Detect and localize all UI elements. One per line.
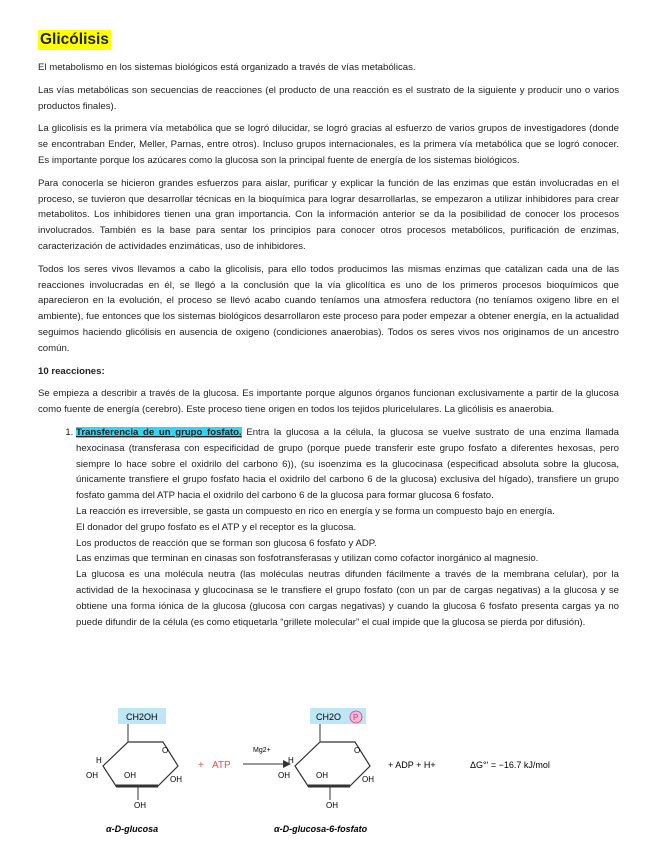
catalyst-label: Mg2+ xyxy=(253,747,271,754)
paragraph: La glicolisis es la primera vía metabólica que se logró dilucidar, se logró gracias al esfuerzo de varios grupos de investigadores (donde se encontraban Ender, Meller, Parnas, entre otros). Incluso grupos internacionales, es la primera vía metabólica que se logró conocer. Es importante porque los azúcares como la glucosa son la principal fuente de energía de los sistemas biológicos. xyxy=(38,123,619,166)
paragraph: Todos los seres vivos llevamos a cabo la glicolisis, para ello todos producimos las mismas enzimas que catalizan cada una de las reacciones involucradas en él, se llegó a la conclusión que la vía glicolítica es uno de los primeros procesos bioquímicos que aparecieron en la evolución, el proceso se llevó acabo cuando teníamos una atmosfera reductora (no teníamos oxigeno libre en el ambiente), fue entonces que los sistemas biológicos desarrollaron este proceso para poder empezar a obtener energía, en la actualidad seguimos haciendo glicólisis en ausencia de oxigeno (condiciones anaerobias). Todos os seres vivos nos originamos de un ancestro común. xyxy=(38,263,619,354)
plus-sign: + xyxy=(198,760,204,771)
oh-label: OH xyxy=(134,801,146,810)
step-highlight: Transferencia de un grupo fosfato. xyxy=(76,426,242,438)
paragraph: Las vías metabólicas son secuencias de reacciones (el producto de una reacción es el sustrato de la siguiente y producir uno o varios productos finales). xyxy=(38,84,619,112)
atp-label: ATP xyxy=(212,760,231,771)
list-item xyxy=(76,425,619,630)
document-page xyxy=(38,30,619,630)
oh-label: OH xyxy=(362,775,374,784)
oh-label: OH xyxy=(316,771,328,780)
ring-oxygen: O xyxy=(162,746,169,755)
step-line: La reacción es irreversible, se gasta un compuesto en rico en energía y se forma un compuesto bajo en energía. xyxy=(76,505,555,517)
step-line: La glucosa es una molécula neutra (las moléculas neutras difunden fácilmente a través de la membrana celular), por la actividad de la hexocinasa y glucocinasa se le transfiere el grupo fosfato (con un par de cargas negativas) a la glucosa y se obtiene una forma iónica de la glucosa (glucosa con cargas negativas) y cuando la glucosa 6 fosfato presenta cargas ya no puede difundir de la célula (es como etiquetarla “grillete molecular” el cual impide que la glucosa se pierda por difusión). xyxy=(76,569,619,628)
step-line: El donador del grupo fosfato es el ATP y el receptor es la glucosa. xyxy=(76,521,357,533)
step-line: Las enzimas que terminan en cinasas son fosfotransferasas y utilizan como cofactor inorgánico al magnesio. xyxy=(76,553,539,565)
reaction-steps-list xyxy=(38,425,619,630)
product-label: α-D-glucosa-6-fosfato xyxy=(274,824,368,834)
phosphate-label: P xyxy=(353,713,359,722)
oh-label: OH xyxy=(326,801,338,810)
ring-oxygen: O xyxy=(354,746,361,755)
step-line: Los productos de reacción que se forman son glucosa 6 fosfato y ADP. xyxy=(76,537,377,549)
h-label: H xyxy=(96,756,102,765)
paragraph: El metabolismo en los sistemas biológicos está organizado a través de vías metabólicas. xyxy=(38,62,416,73)
reactions-intro: Se empieza a describir a través de la glucosa. Es importante porque algunos órganos funcionan exclusivamente a partir de la glucosa como fuente de energía (cerebro). Este proceso tiene origen en todos los tejidos pluricelulares. La glicólisis es anaerobia. xyxy=(38,388,619,416)
delta-g-label: ΔG°' = −16.7 kJ/mol xyxy=(470,760,550,770)
paragraph: Para conocerla se hicieron grandes esfuerzos para aislar, purificar y explicar la función de las enzimas que están involucradas en el proceso, se tuvieron que desarrollar técnicas en la bioquímica para lograr desarrollarlas, se empezaron a utilizar inhibidores para crear metabolitos. Los inhibidores tienen una gran importancia. Con la información anterior se da la posibilidad de conocer los procesos involucrados. También es la base para sentar los principios para conocer otros procesos metabólicos, purificación de enzimas, caracterización de actividades enzimáticas, uso de inhibidores. xyxy=(38,177,619,252)
page-title: Glicólisis xyxy=(40,31,109,48)
oh-label: OH xyxy=(124,771,136,780)
h-label: H xyxy=(288,756,294,765)
product-group-label: CH2O xyxy=(316,712,342,722)
reaction-figure xyxy=(78,708,578,838)
substrate-label: α-D-glucosa xyxy=(106,824,159,834)
substrate-group-label: CH2OH xyxy=(126,712,158,722)
oh-label: OH xyxy=(170,775,182,784)
step-text: Entra la glucosa a la célula, la glucosa se vuelve sustrato de una enzima llamada hexocinasa (transferasa con especificidad de grupo (porque puede transferir este grupo fosfato a diferentes hexosas, pero siempre lo hace sobre el oxidrilo del carbono 6)), (su isoenzima es la glucocinasa (especificad absoluta sobre la glucosa, únicamente transfiere el grupo fosfato hacia el oxidrilo del carbono 6 de la glucosa) exclusiva del hígado), transfiere un grupo fosfato gamma del ATP hacia el oxidrilo del carbono 6 de la glucosa para formar glucosa 6 fosfato. xyxy=(76,426,619,502)
oh-label: OH xyxy=(86,771,98,780)
reactions-heading: 10 reacciones: xyxy=(38,365,105,377)
reaction-diagram xyxy=(78,708,578,838)
byproducts-label: + ADP + H+ xyxy=(388,760,436,770)
oh-label: OH xyxy=(278,771,290,780)
